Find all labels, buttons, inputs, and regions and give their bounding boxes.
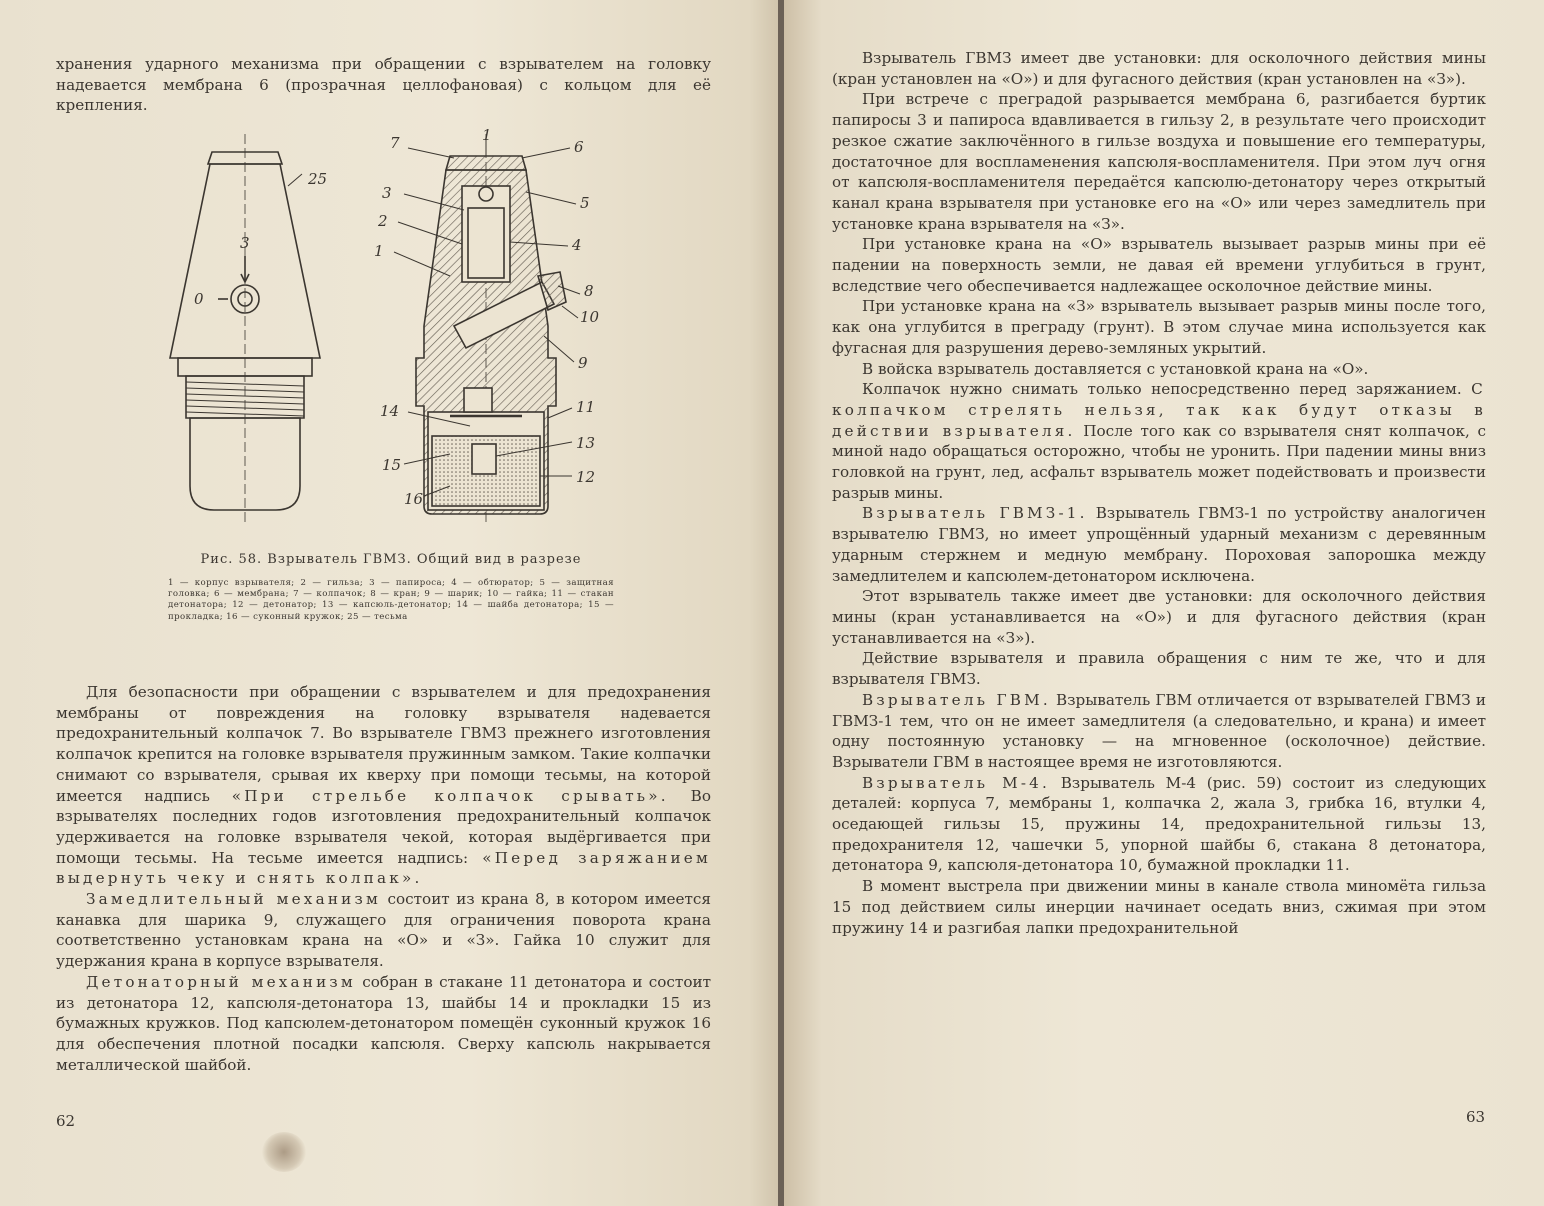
label-8: 8 xyxy=(584,282,594,300)
paragraph: Взрыватель ГВМЗ-1. Взрыватель ГВМЗ-1 по устройству аналогичен взрывателю ГВМЗ, но имеет упрощённый ударный механизм с деревянным ударным стержнем и медную мембрану. Пороховая запорошка между замедлителем и капсюлем-детонатором исключена. xyxy=(832,504,1487,585)
paragraph: Колпачок нужно снимать только непосредственно перед заряжанием. С колпачком стрелять нельзя, так как будут отказы в действии взрывателя. После того как со взрывателя снят колпачок, с миной надо обращаться осторожно, чтобы не уронить. При падении мины вниз головкой на грунт, лед, асфальт взрыватель может подействовать и произвести разрыв мины. xyxy=(832,380,1486,502)
label-16: 16 xyxy=(404,490,424,508)
paragraph: Взрыватель М-4. Взрыватель М-4 (рис. 59) состоит из следующих деталей: корпуса 7, мембраны 1, колпачка 2, жала 3, грибка 16, втулки 4, оседающей гильзы 15, пружины 14, предохранительной гильзы 13, предохранителя 12, чашечки 5, упорной шайбы 6, стакана 8 детонатора, детонатора 9, капсюля-детонатора 10, бумажной прокладки 11. xyxy=(832,773,1487,875)
label-14: 14 xyxy=(380,402,400,420)
paragraph: При установке крана на «О» взрыватель вызывает разрыв мины при её падении на поверхность земли, не давая ей времени углубиться в грунт, вследствие чего обеспечивается надлежащее осколочное действие мины. xyxy=(832,235,1486,295)
fuze-figure xyxy=(150,126,630,536)
fuze-section-view xyxy=(416,134,566,526)
label-3-exterior: 3 xyxy=(240,234,250,252)
label-5: 5 xyxy=(580,194,590,212)
paragraph: При встрече с преградой разрывается мембрана 6, разгибается буртик папиросы 3 и папироса вдавливается в гильзу 2, в результате чего происходит резкое сжатие заключённого в гильзе воздуха и повышение его температуры, достаточное для воспламенения капсюля-воспламенителя. При этом луч огня от капсюля-воспламенителя передаётся капсюлю-детонатору через открытый канал крана взрывателя при установке его на «О» или через замедлитель при установке крана взрывателя на «З». xyxy=(832,90,1486,233)
label-12: 12 xyxy=(576,468,596,486)
paper-stain xyxy=(262,1132,306,1172)
figure-caption xyxy=(168,552,614,568)
label-25: 25 xyxy=(308,170,328,188)
paragraph: Взрыватель ГВМ. Взрыватель ГВМ отличается от взрывателей ГВМЗ и ГВМЗ-1 тем, что он не имеет замедлителя (а следовательно, и крана) и имеет одну постоянную установку — на мгновенное (осколочное) действие. Взрыватели ГВМ в настоящее время не изготовляются. xyxy=(832,690,1486,771)
right-body-text xyxy=(832,48,1486,938)
paragraph: При установке крана на «З» взрыватель вызывает разрыв мины после того, как она углубится в преграду (грунт). В этом случае мина используется как фугасная для разрушения дерево-земляных укрытий. xyxy=(832,297,1486,357)
label-15: 15 xyxy=(382,456,402,474)
label-2: 2 xyxy=(378,212,388,230)
label-10: 10 xyxy=(580,308,600,326)
paragraph: Этот взрыватель также имеет две установки: для осколочного действия мины (кран устанавливается на «О») и для фугасного действия (кран устанавливается на «З»). xyxy=(832,587,1486,647)
page-number-right: 63 xyxy=(1466,1108,1486,1126)
fuze-drawing xyxy=(150,126,630,536)
label-1: 1 xyxy=(374,242,384,260)
paragraph: Действие взрывателя и правила обращения с ним те же, что и для взрывателя ГВМЗ. xyxy=(832,649,1486,689)
left-top-text xyxy=(56,54,711,116)
paragraph: хранения ударного механизма при обращении с взрывателем на головку надевается мембрана 6 (прозрачная целлофановая) с кольцом для её крепления. xyxy=(56,55,711,115)
label-1-top: 1 xyxy=(482,126,492,144)
paragraph: Для безопасности при обращении с взрывателем и для предохранения мембраны от повреждения на головку взрывателя надевается предохранительный колпачок 7. Во взрывателе ГВМЗ прежнего изготовления колпачок крепится на головке взрывателя пружинным замком. Такие колпачки снимают со взрывателя, срывая их кверху при помощи тесьмы, на которой имеется надпись «При стрельбе колпачок срывать». Во взрывателях последних годов изготовления предохранительный колпачок удерживается на головке взрывателя чекой, которая выдёргивается при помощи тесьмы. На тесьме имеется надпись: «Перед заряжанием выдернуть чеку и снять колпак». xyxy=(56,683,712,888)
paragraph: В момент выстрела при движении мины в канале ствола миномёта гильза 15 под действием силы инерции начинает оседать вниз, сжимая при этом пружину 14 и разгибая лапки предохранительной xyxy=(832,877,1486,937)
label-4: 4 xyxy=(572,236,582,254)
paragraph: В войска взрыватель доставляется с установкой крана на «О». xyxy=(862,359,1369,378)
paragraph: Взрыватель ГВМЗ имеет две установки: для осколочного действия мины (кран установлен на «О») и для фугасного действия (кран установлен на «З»). xyxy=(832,49,1486,88)
label-7: 7 xyxy=(390,134,400,152)
label-11: 11 xyxy=(576,398,596,416)
label-6: 6 xyxy=(574,138,584,156)
figure-legend: 1 — корпус взрывателя; 2 — гильза; 3 — папироса; 4 — обтюратор; 5 — защитная головка; 6 — мембрана; 7 — колпачок; 8 — кран; 9 — шарик; 10 — гайка; 11 — стакан детонатора; 12 — детонатор; 13 — капсюль-детонатор; 14 — шайба детонатора; 15 — прокладка; 16 — суконный кружок; 25 — тесьма xyxy=(168,578,614,622)
right-page xyxy=(784,0,1544,1206)
label-3: 3 xyxy=(382,184,392,202)
paragraph: Замедлительный механизм состоит из крана 8, в котором имеется канавка для шарика 9, служащего для ограничения поворота крана соответственно установкам крана на «О» и «З». Гайка 10 служит для удержания крана в корпусе взрывателя. xyxy=(56,890,711,971)
label-13: 13 xyxy=(576,434,596,452)
label-9: 9 xyxy=(578,354,588,372)
fuze-exterior-view xyxy=(170,134,320,526)
paragraph: Детонаторный механизм собран в стакане 11 детонатора и состоит из детонатора 12, капсюля-детонатора 13, шайбы 14 и прокладки 15 из бумажных кружков. Под капсюлем-детонатором помещён суконный кружок 16 для обеспечения плотной посадки капсюля. Сверху капсюль накрывается металлической шайбой. xyxy=(56,972,712,1074)
caption-title: Рис. 58. Взрыватель ГВМЗ. Общий вид в разрезе xyxy=(200,552,582,567)
page-number-left: 62 xyxy=(56,1112,76,1130)
label-0-exterior: 0 xyxy=(194,290,204,308)
left-body-text xyxy=(56,682,711,1075)
